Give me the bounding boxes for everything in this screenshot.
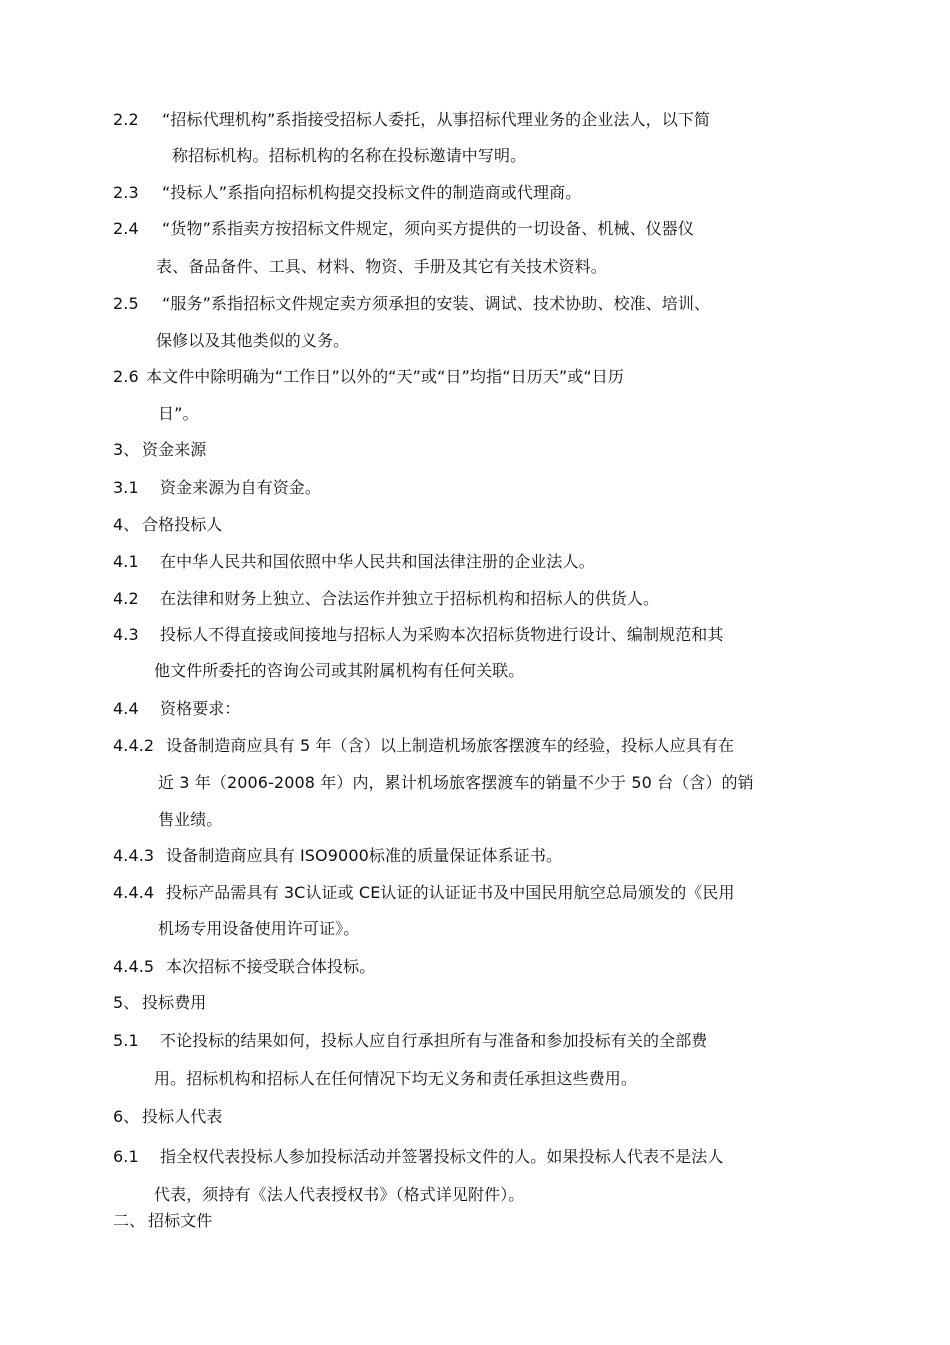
clause-text: 不论投标的结果如何，投标人应自行承担所有与准备和参加投标有关的全部费 [160, 1031, 708, 1050]
clause-number: 2.5 [113, 294, 139, 313]
clause-text: 售业绩。 [158, 810, 223, 829]
clause-text: “投标人”系指向招标机构提交投标文件的制造商或代理商。 [162, 183, 582, 202]
section-title: 合格投标人 [142, 515, 223, 534]
clause-text: “货物”系指卖方按招标文件规定，须向买方提供的一切设备、机械、仪器仪 [162, 219, 694, 238]
section-title: 投标费用 [142, 993, 207, 1012]
chapter-number: 二、 [113, 1211, 146, 1230]
clause-text: 投标产品需具有 3C认证或 CE认证的认证证书及中国民用航空总局颁发的《民用 [166, 883, 735, 902]
clause-text: 日”。 [158, 404, 199, 423]
clause-text: 近 3 年（2006-2008 年）内，累计机场旅客摆渡车的销量不少于 50 台（含）的销 [158, 773, 754, 792]
clause-number: 4.4.4 [113, 883, 155, 902]
clause-number: 4.2 [113, 589, 139, 608]
clause-text: 在中华人民共和国依照中华人民共和国法律注册的企业法人。 [160, 552, 595, 571]
clause-text: 在法律和财务上独立、合法运作并独立于招标机构和招标人的供货人。 [160, 589, 660, 608]
clause-text: 称招标机构。招标机构的名称在投标邀请中写明。 [172, 146, 527, 165]
clause-text: 资格要求： [160, 699, 241, 718]
clause-number: 4.1 [113, 552, 139, 571]
clause-number: 4.3 [113, 625, 139, 644]
clause-text: 机场专用设备使用许可证》。 [158, 919, 360, 938]
clause-text: 本文件中除明确为“工作日”以外的“天”或“日”均指“日历天”或“日历 [146, 367, 625, 386]
clause-number: 2.4 [113, 219, 139, 238]
clause-text: 设备制造商应具有 5 年（含）以上制造机场旅客摆渡车的经验，投标人应具有在 [166, 736, 735, 755]
clause-text: “服务”系指招标文件规定卖方须承担的安装、调试、技术协助、校准、培训、 [162, 294, 711, 313]
clause-text: 保修以及其他类似的义务。 [156, 331, 350, 350]
clause-text: 资金来源为自有资金。 [160, 478, 322, 497]
clause-number: 3.1 [113, 478, 139, 497]
clause-text: 指全权代表投标人参加投标活动并签署投标文件的人。如果投标人代表不是法人 [160, 1147, 724, 1166]
clause-text: 本次招标不接受联合体投标。 [166, 957, 376, 976]
section-number: 3、 [113, 440, 140, 459]
clause-number: 2.3 [113, 183, 139, 202]
clause-number: 4.4.3 [113, 846, 155, 865]
clause-number: 2.2 [113, 110, 139, 129]
clause-number: 4.4.5 [113, 957, 155, 976]
section-number: 5、 [113, 993, 140, 1012]
section-number: 6、 [113, 1107, 140, 1126]
section-title: 资金来源 [142, 440, 207, 459]
clause-text: 用。招标机构和招标人在任何情况下均无义务和责任承担这些费用。 [154, 1069, 638, 1088]
clause-text: 他文件所委托的咨询公司或其附属机构有任何关联。 [154, 661, 525, 680]
clause-text: “招标代理机构”系指接受招标人委托，从事招标代理业务的企业法人，以下简 [162, 110, 711, 129]
chapter-title: 招标文件 [148, 1211, 213, 1230]
clause-text: 表、备品备件、工具、材料、物资、手册及其它有关技术资料。 [156, 257, 607, 276]
clause-text: 设备制造商应具有 ISO9000标准的质量保证体系证书。 [166, 846, 563, 865]
section-title: 投标人代表 [142, 1107, 223, 1126]
clause-number: 4.4.2 [113, 736, 155, 755]
clause-number: 2.6 [113, 367, 139, 386]
clause-number: 6.1 [113, 1147, 139, 1166]
clause-number: 5.1 [113, 1031, 139, 1050]
clause-number: 4.4 [113, 699, 139, 718]
section-number: 4、 [113, 515, 140, 534]
clause-text: 代表，须持有《法人代表授权书》（格式详见附件）。 [154, 1185, 525, 1204]
clause-text: 投标人不得直接或间接地与招标人为采购本次招标货物进行设计、编制规范和其 [160, 625, 724, 644]
